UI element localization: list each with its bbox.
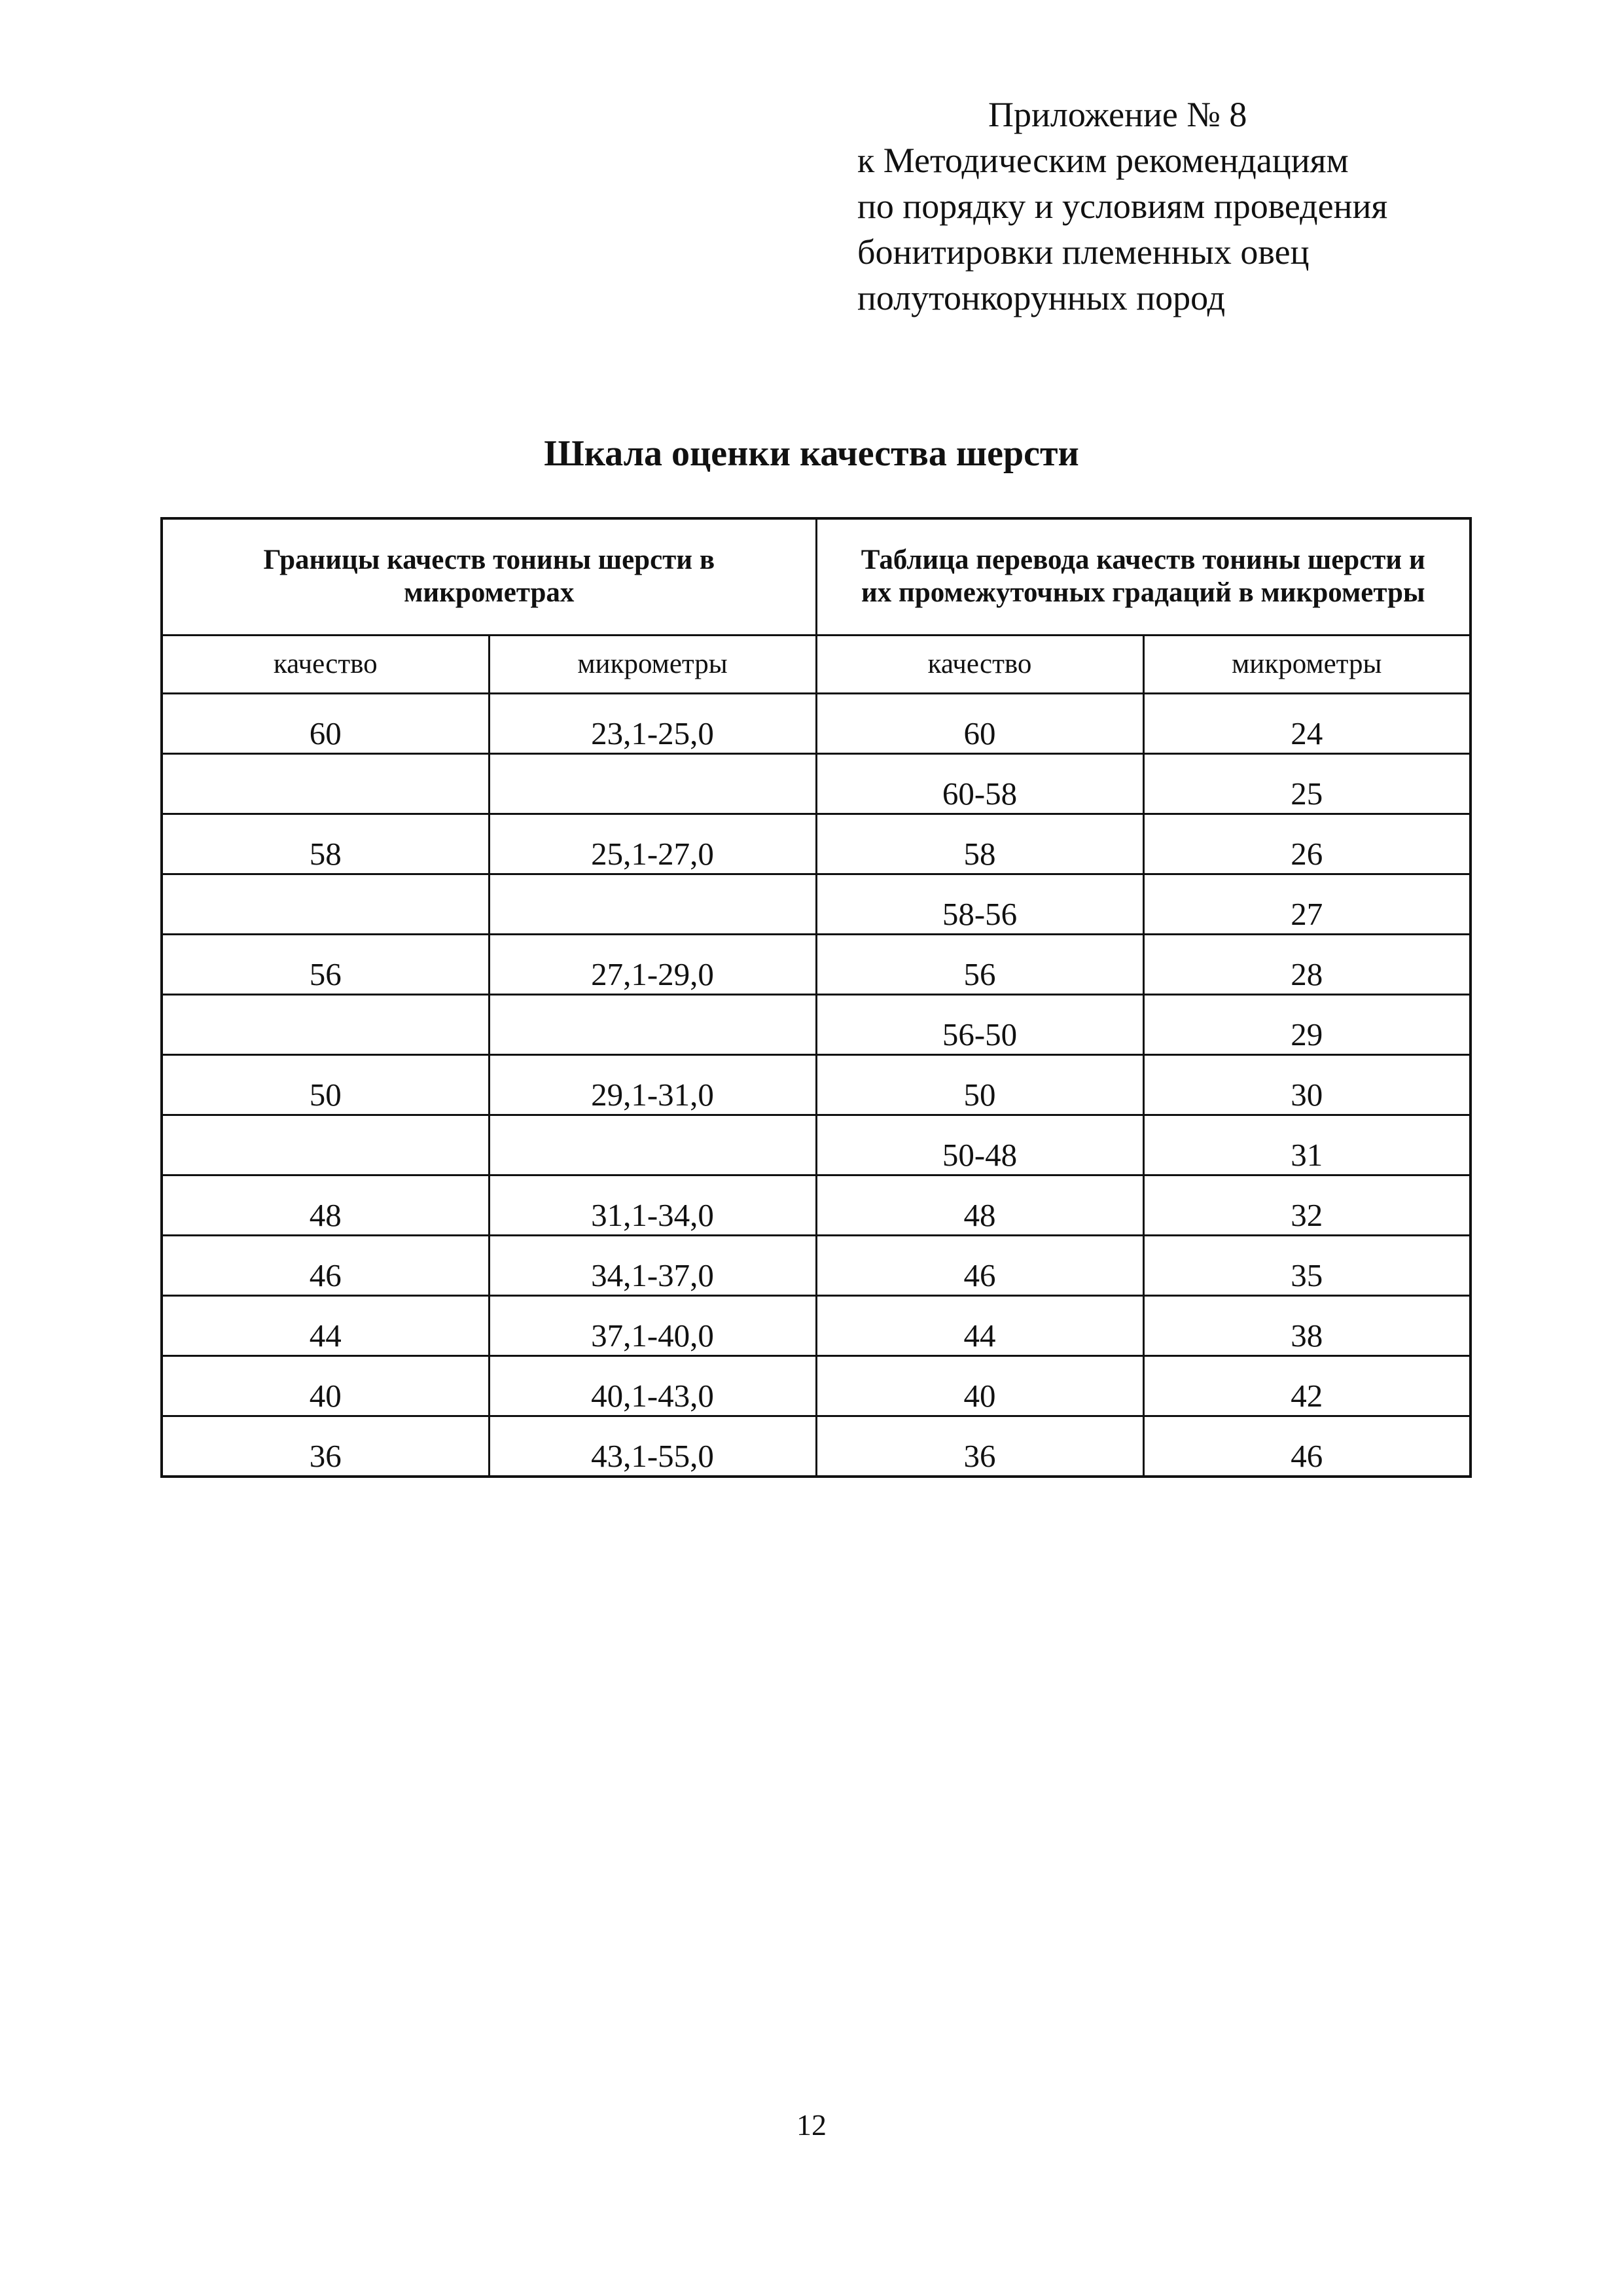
cell-micrometers: 42 [1143,1355,1471,1416]
appendix-line: к Методическим рекомендациям [857,141,1349,180]
table-row [162,1355,1471,1416]
cell-quality: 56-50 [816,994,1143,1054]
cell-quality: 58-56 [816,874,1143,934]
cell-quality: 36 [162,1416,489,1477]
cell-quality: 44 [816,1295,1143,1355]
table-row [162,1235,1471,1295]
cell-quality: 40 [162,1355,489,1416]
cell-micrometers [489,753,816,814]
cell-micrometers: 25,1-27,0 [489,814,816,874]
cell-micrometers: 43,1-55,0 [489,1416,816,1477]
cell-quality: 46 [816,1235,1143,1295]
cell-quality: 36 [816,1416,1143,1477]
cell-quality: 58 [816,814,1143,874]
cell-micrometers [489,874,816,934]
cell-micrometers: 29,1-31,0 [489,1054,816,1115]
cell-micrometers: 28 [1143,934,1471,994]
cell-quality: 40 [816,1355,1143,1416]
cell-micrometers: 40,1-43,0 [489,1355,816,1416]
cell-quality: 50 [162,1054,489,1115]
cell-quality: 60 [162,693,489,753]
cell-micrometers: 30 [1143,1054,1471,1115]
table-row [162,874,1471,934]
cell-quality [162,753,489,814]
cell-quality [162,874,489,934]
table-row [162,1295,1471,1355]
column-header-micrometers: микрометры [489,635,816,693]
page-number: 12 [796,2108,827,2142]
table-row [162,994,1471,1054]
cell-micrometers: 27 [1143,874,1471,934]
appendix-line: Приложение № 8 [988,95,1247,134]
cell-quality: 56 [162,934,489,994]
table-row [162,1416,1471,1477]
cell-micrometers: 35 [1143,1235,1471,1295]
table-row [162,693,1471,753]
cell-quality: 50 [816,1054,1143,1115]
column-header-quality: качество [816,635,1143,693]
cell-micrometers: 31 [1143,1115,1471,1175]
cell-quality: 60-58 [816,753,1143,814]
table-row [162,1054,1471,1115]
appendix-line: бонитировки племенных овец [857,232,1310,272]
cell-micrometers: 26 [1143,814,1471,874]
cell-micrometers: 34,1-37,0 [489,1235,816,1295]
right-group-header: Таблица перевода качеств тонины шерсти и их промежуточных градаций в микрометры [816,518,1471,635]
cell-quality: 50-48 [816,1115,1143,1175]
table-row [162,1115,1471,1175]
appendix-line: полутонкорунных пород [857,278,1226,317]
appendix-header [857,92,1512,321]
cell-quality [162,994,489,1054]
cell-micrometers: 23,1-25,0 [489,693,816,753]
column-header-quality: качество [162,635,489,693]
table-row [162,753,1471,814]
table-group-header-row [162,518,1471,635]
cell-micrometers: 32 [1143,1175,1471,1235]
cell-micrometers: 29 [1143,994,1471,1054]
cell-micrometers: 46 [1143,1416,1471,1477]
cell-micrometers [489,1115,816,1175]
cell-micrometers: 38 [1143,1295,1471,1355]
cell-quality: 58 [162,814,489,874]
table-row [162,1175,1471,1235]
table-row [162,934,1471,994]
page-title: Шкала оценки качества шерсти [544,433,1079,474]
cell-quality: 46 [162,1235,489,1295]
cell-quality: 60 [816,693,1143,753]
appendix-line: по порядку и условиям проведения [857,187,1388,226]
cell-quality: 48 [816,1175,1143,1235]
cell-micrometers: 27,1-29,0 [489,934,816,994]
cell-micrometers: 25 [1143,753,1471,814]
cell-quality: 44 [162,1295,489,1355]
cell-quality [162,1115,489,1175]
cell-quality: 56 [816,934,1143,994]
column-header-micrometers: микрометры [1143,635,1471,693]
wool-quality-table [160,517,1472,1478]
left-group-header: Границы качеств тонины шерсти в микрометрах [162,518,816,635]
table-column-header-row [162,635,1471,693]
cell-micrometers: 24 [1143,693,1471,753]
cell-quality: 48 [162,1175,489,1235]
table-row [162,814,1471,874]
cell-micrometers [489,994,816,1054]
cell-micrometers: 37,1-40,0 [489,1295,816,1355]
cell-micrometers: 31,1-34,0 [489,1175,816,1235]
